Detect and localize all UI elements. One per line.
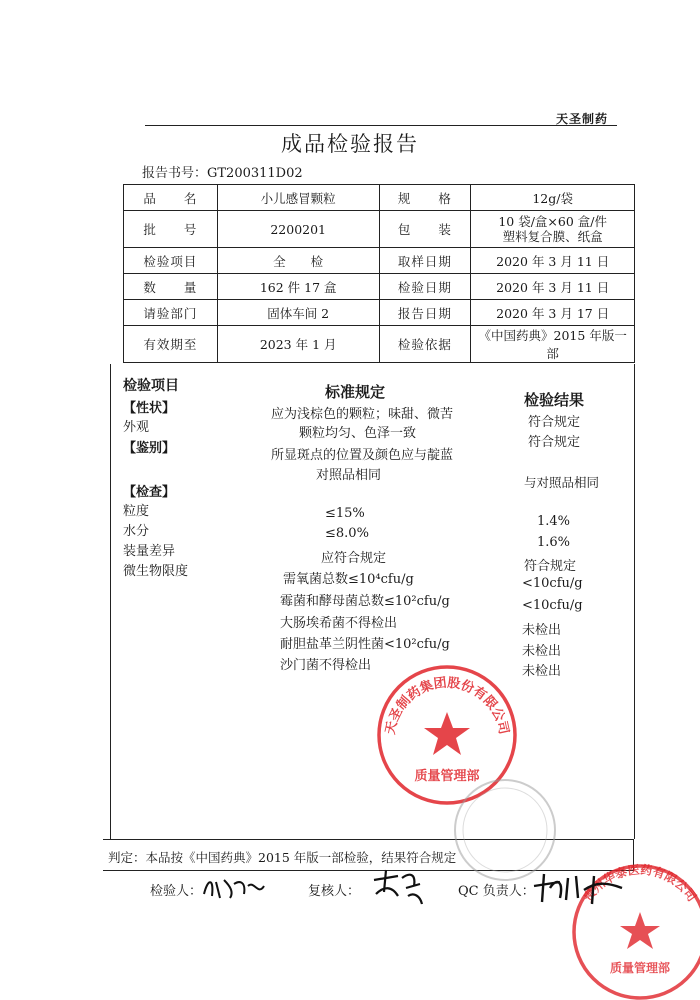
res-ecoli: 未检出 [522,623,562,638]
std-appearance-2: 颗粒均匀、色泽一致 [299,426,417,441]
info-row-expiry [124,326,635,363]
info-row-name [124,185,635,211]
label-package: 包 装 [379,211,471,248]
package-line-1: 10 袋/盒×60 盒/件 [498,214,607,229]
value-test-date: 2020 年 3 月 11 日 [471,274,635,300]
item-moisture: 水分 [123,524,150,539]
label-report-date: 报告日期 [379,300,471,326]
value-basis: 《中国药典》2015 年版一部 [471,326,635,363]
inspector-signature [200,872,270,902]
value-sample-date: 2020 年 3 月 11 日 [471,248,635,274]
label-expiry: 有效期至 [124,326,218,363]
header-rule [145,125,617,126]
package-line-2: 塑料复合膜、纸盒 [502,229,603,244]
reviewer-label: 复核人： [308,884,361,899]
label-test-date: 检验日期 [379,274,471,300]
res-appearance-1: 符合规定 [528,415,581,430]
svg-text:天圣制药集团股份有限公司: 天圣制药集团股份有限公司 [383,675,511,736]
qc-signature [530,868,630,908]
value-quantity: 162 件 17 盒 [217,274,379,300]
svg-text:质量管理部: 质量管理部 [609,961,671,975]
value-expiry: 2023 年 1 月 [217,326,379,363]
label-batch: 批 号 [124,211,218,248]
item-weight-variation: 装量差异 [123,544,176,559]
info-row-test-item [124,248,635,274]
res-identification: 与对照品相同 [524,475,600,490]
label-basis: 检验依据 [379,326,471,363]
value-test-item: 全 检 [217,248,379,274]
res-salmonella: 未检出 [522,664,562,679]
label-sample-date: 取样日期 [379,248,471,274]
std-salmonella: 沙门菌不得检出 [280,658,372,673]
report-number: 报告书号：GT200311D02 [142,166,303,181]
value-department: 固体车间 2 [217,300,379,326]
res-particle-size: 1.4% [537,514,571,529]
res-appearance-2: 符合规定 [528,435,581,450]
res-bile-tolerant: 未检出 [522,644,562,659]
std-ecoli: 大肠埃希菌不得检出 [280,616,398,631]
value-batch: 2200201 [217,211,379,248]
label-product-name: 品 名 [124,185,218,211]
info-row-department [124,300,635,326]
std-aerobic: 需氧菌总数≤10⁴cfu/g [283,572,414,587]
std-bile-tolerant: 耐胆盐革兰阴性菌<10²cfu/g [280,637,450,652]
svg-text:质量管理部: 质量管理部 [414,769,480,784]
item-microbial-limit: 微生物限度 [123,564,189,579]
value-package [471,211,635,248]
res-weight-variation: 符合规定 [524,559,577,574]
header-standard: 标准规定 [325,383,386,401]
header-test-item: 检验项目 [123,378,179,394]
res-mold-yeast: <10cfu/g [522,598,583,613]
section-character: 【性状】 [123,401,176,416]
value-report-date: 2020 年 3 月 17 日 [471,300,635,326]
judgement-text: 判定：本品按《中国药典》2015 年版一部检验，结果符合规定 [108,850,457,865]
item-appearance: 外观 [123,420,150,435]
label-test-item: 检验项目 [124,248,218,274]
label-quantity: 数 量 [124,274,218,300]
svg-text:贵州华泰医药有限公司: 贵州华泰医药有限公司 [580,862,700,905]
label-department: 请验部门 [124,300,218,326]
section-identification: 【鉴别】 [123,441,176,456]
company-logo-text: 天圣制药 [556,112,609,126]
value-spec: 12g/袋 [471,185,635,211]
info-row-quantity [124,274,635,300]
std-identification-1: 所显斑点的位置及颜色应与靛蓝 [271,448,454,463]
item-particle-size: 粒度 [123,504,150,519]
inspector-label: 检验人： [150,884,203,899]
info-row-batch [124,211,635,248]
res-moisture: 1.6% [537,535,571,550]
std-identification-2: 对照品相同 [316,468,382,483]
reviewer-signature [368,866,428,908]
value-product-name: 小儿感冒颗粒 [217,185,379,211]
info-table [123,184,635,363]
qc-label: QC 负责人： [458,884,535,899]
page-title: 成品检验报告 [281,132,419,156]
std-mold-yeast: 霉菌和酵母菌总数≤10²cfu/g [280,594,450,609]
std-moisture: ≤8.0% [325,526,369,541]
std-particle-size: ≤15% [325,506,365,521]
section-inspection: 【检查】 [123,485,176,500]
res-aerobic: <10cfu/g [522,576,583,591]
header-result: 检验结果 [524,391,585,409]
std-weight-variation: 应符合规定 [321,551,387,566]
std-appearance-1: 应为浅棕色的颗粒；味甜、微苦 [271,407,454,422]
label-spec: 规 格 [379,185,471,211]
